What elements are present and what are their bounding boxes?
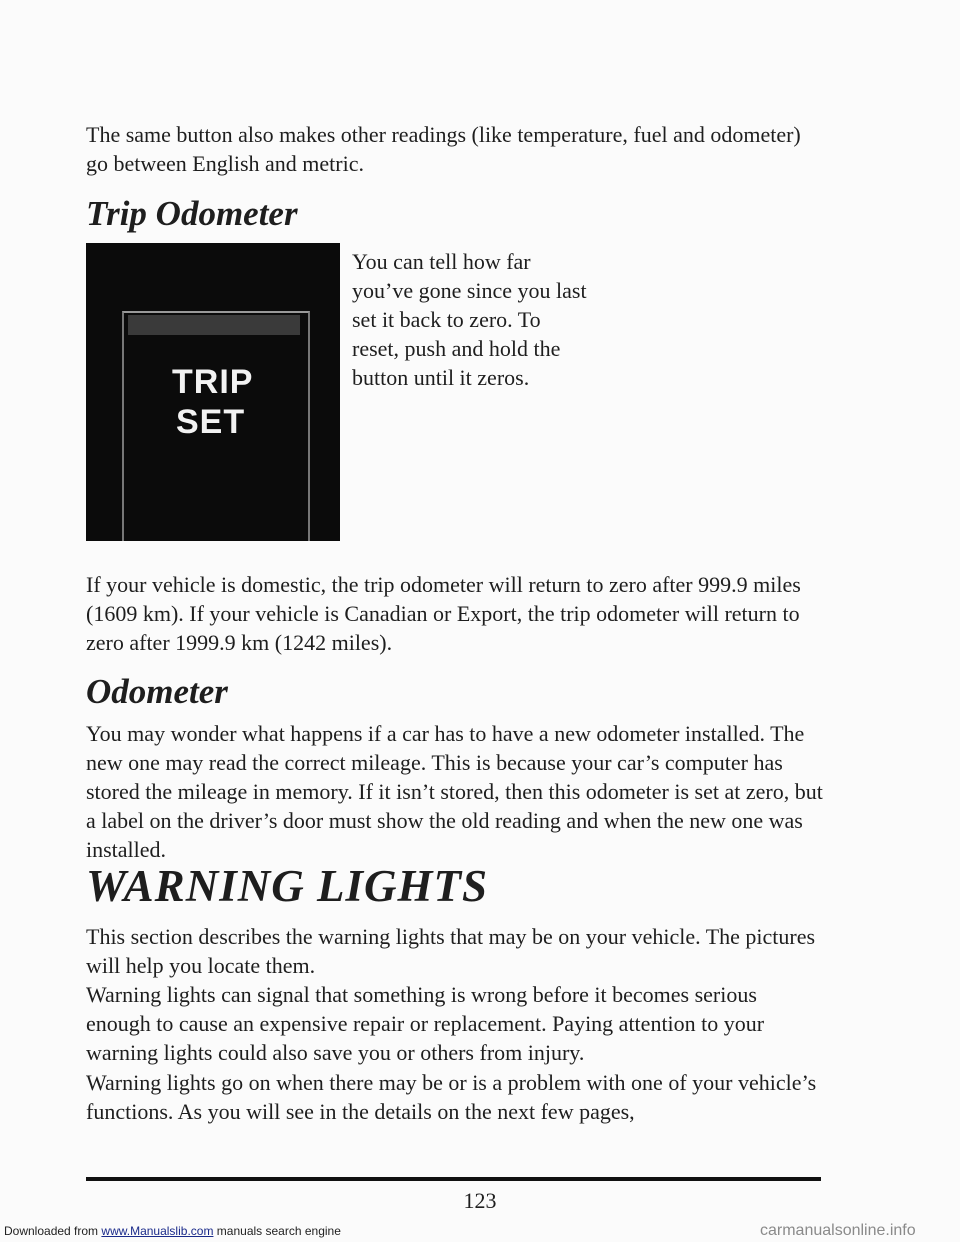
trip-side-text: You can tell how far you’ve gone since you last set it back to zero. To reset, push and hold the button until it zeros. <box>352 249 587 390</box>
odometer-body-paragraph: You may wonder what happens if a car has to have a new odometer installed. The new one may read the correct mileage. This is because your car’s computer has stored the mileage in memory. If it isn’t stored, then this odometer is set at zero, but a label on the driver’s door must show the old reading and when the new one was installed. <box>86 721 823 862</box>
download-prefix: Downloaded from <box>4 1224 99 1238</box>
trip-body-paragraph: If your vehicle is domestic, the trip odometer will return to zero after 999.9 miles (1609 km). If your vehicle is Canadian or Export, the trip odometer will return to zero after 1999.9 km (1242 miles). <box>86 572 801 655</box>
trip-set-button-photo <box>86 243 340 541</box>
warning-lights-heading: WARNING LIGHTS <box>86 861 488 911</box>
warning-p3: Warning lights go on when there may be or is a problem with one of your vehicle’s functions. As you will see in the details on the next few pages, <box>86 1070 817 1124</box>
set-label: SET <box>176 403 246 441</box>
manualslib-link[interactable]: www.Manualslib.com <box>101 1224 214 1238</box>
trip-label: TRIP <box>172 363 254 401</box>
footer-rule <box>86 1177 821 1181</box>
download-suffix: manuals search engine <box>216 1224 341 1238</box>
button-top-highlight <box>128 315 300 335</box>
odometer-heading: Odometer <box>86 672 228 711</box>
intro-paragraph: The same button also makes other readings (like temperature, fuel and odometer) go between English and metric. <box>86 122 801 176</box>
watermark: carmanualsonline.info <box>760 1222 916 1239</box>
page-number: 123 <box>463 1188 497 1213</box>
download-footer <box>4 1224 341 1238</box>
trip-odometer-heading: Trip Odometer <box>86 194 298 233</box>
warning-p1: This section describes the warning lights that may be on your vehicle. The pictures will help you locate them. <box>86 924 816 978</box>
warning-p2: Warning lights can signal that something is wrong before it becomes serious enough to cause an expensive repair or replacement. Paying attention to your warning lights could also save you or others from injury. <box>86 982 765 1065</box>
